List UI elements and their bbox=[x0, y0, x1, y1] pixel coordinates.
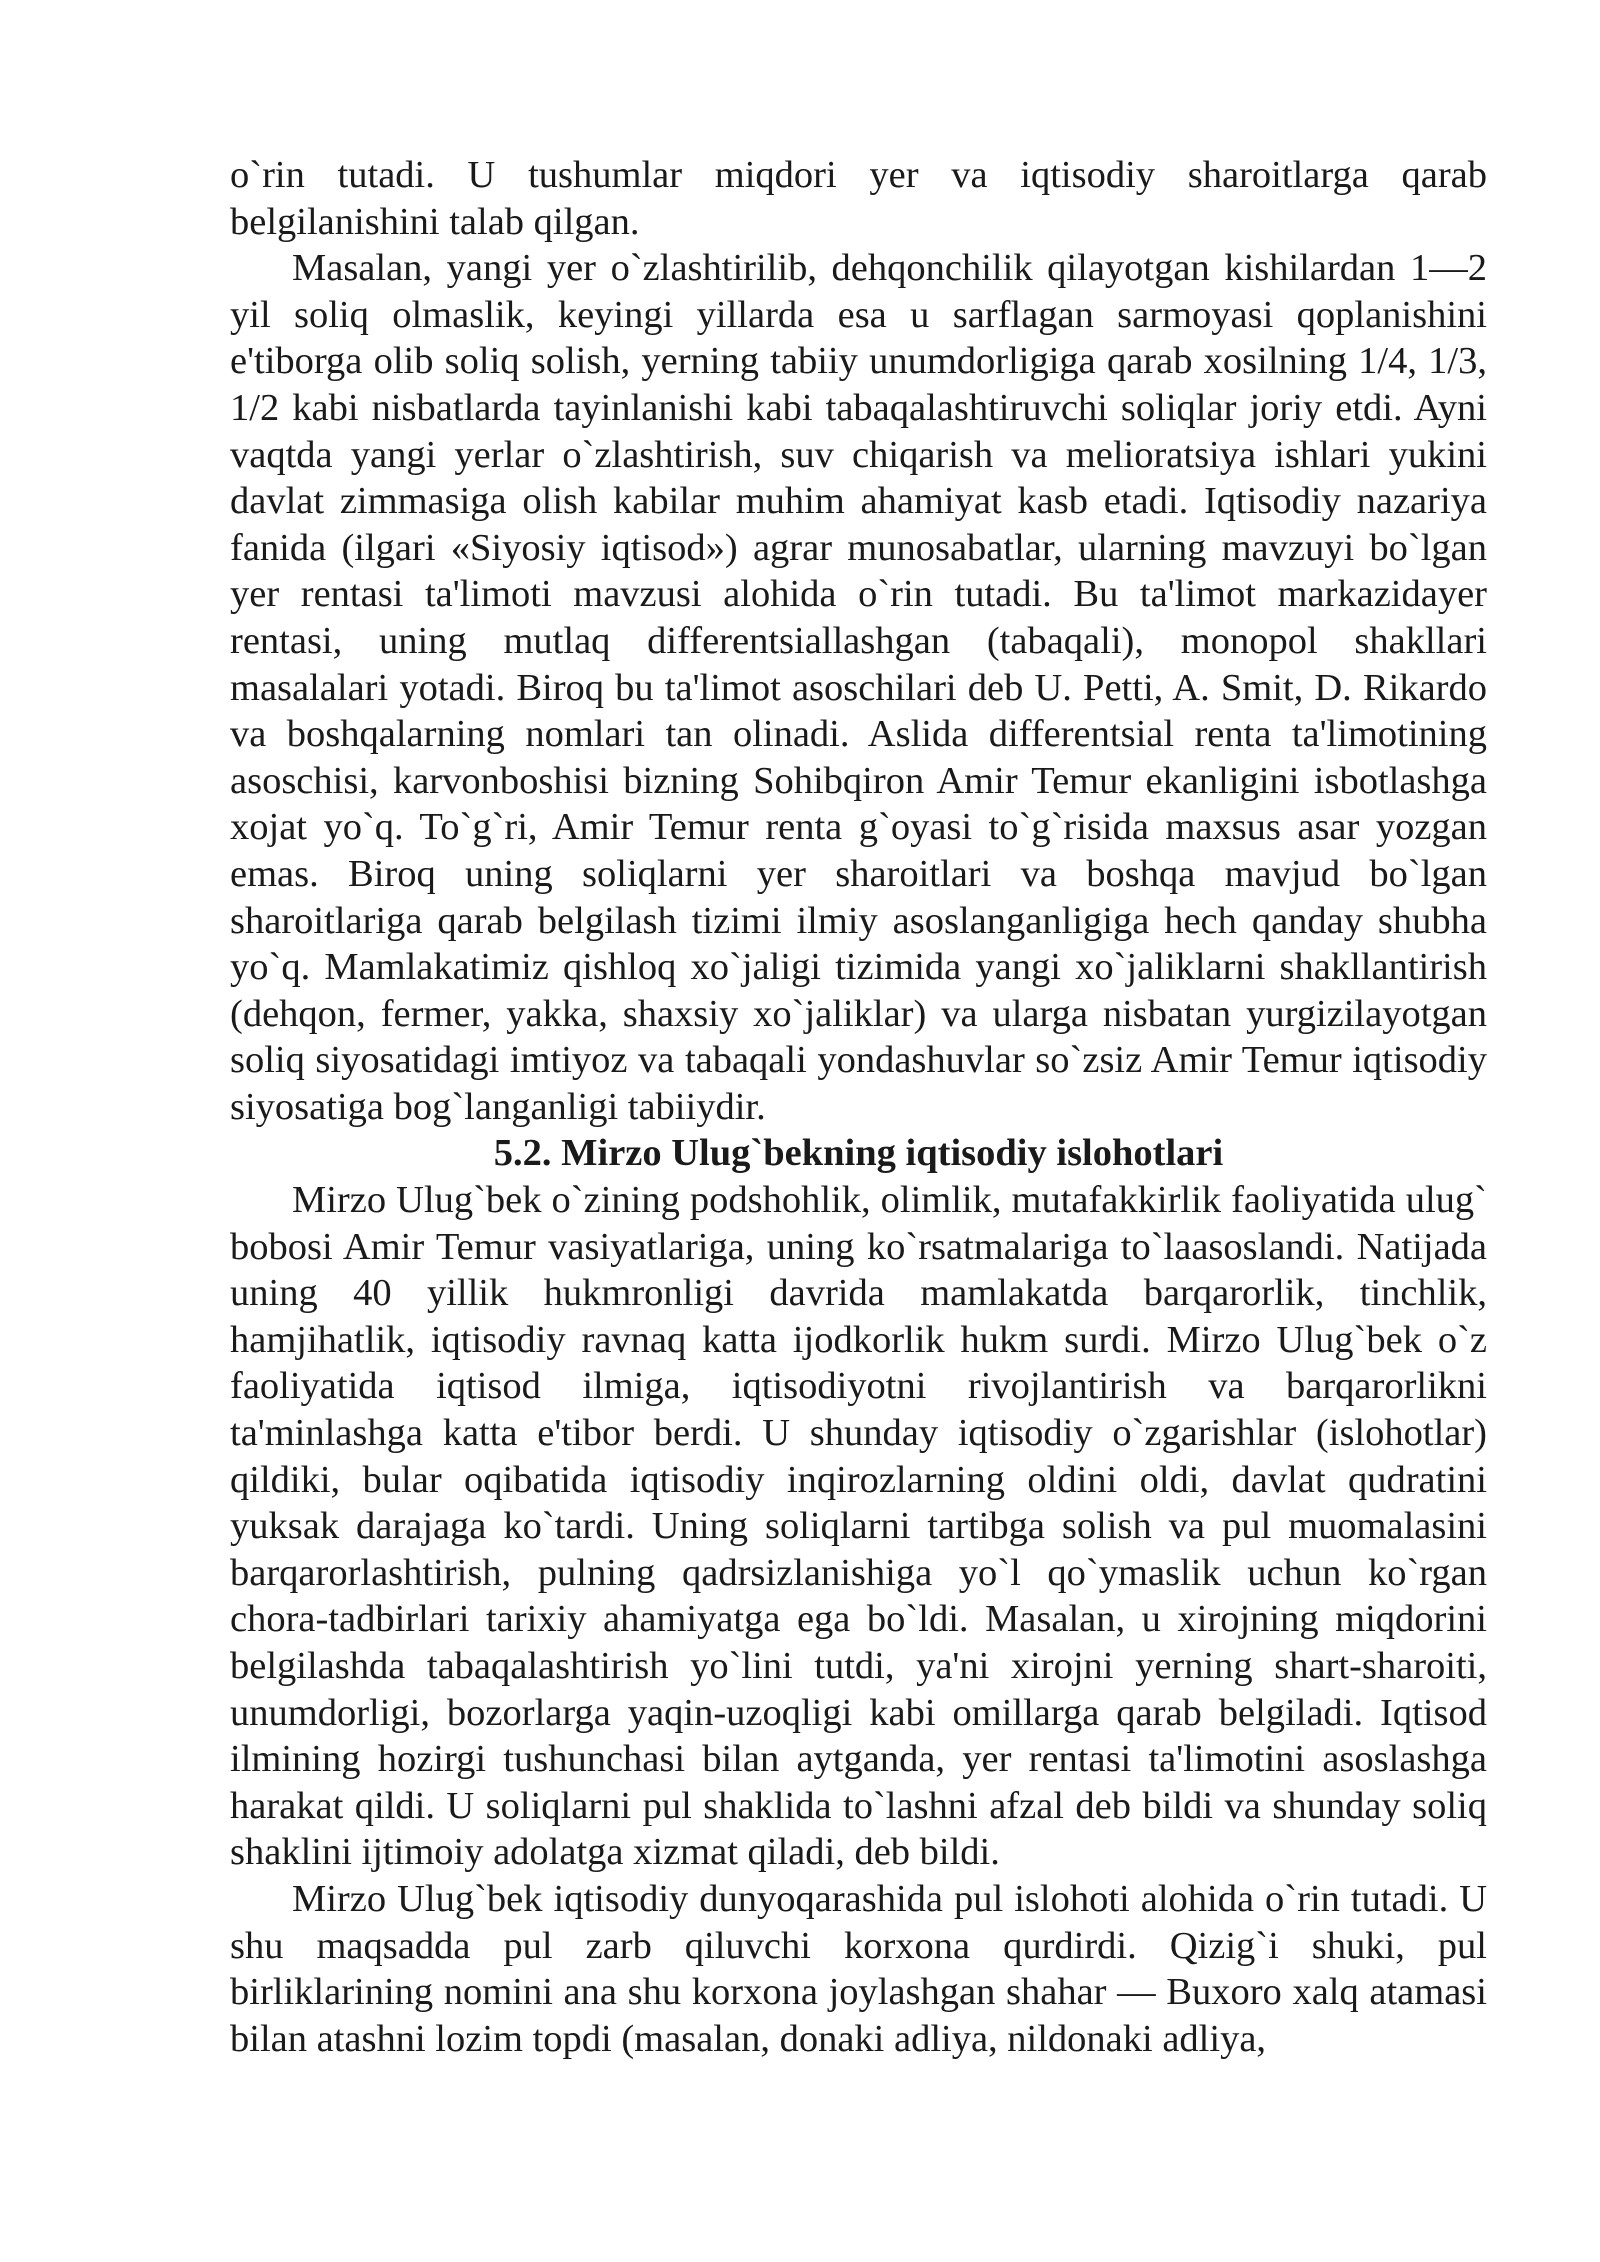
document-page bbox=[230, 152, 1487, 2062]
section-title: 5.2. Mirzo Ulug`bekning iqtisodiy islohotlari bbox=[493, 1132, 1224, 1175]
paragraph-ulugbek-reforms: Mirzo Ulug`bek o`zining podshohlik, olimlik, mutafakkirlik faoliyatida ulug` bobosi Amir Temur vasiyatlariga, uning ko`rsatmalariga to`laasoslandi. Natijada uning 40 yillik hukmronligi davrida mamlakatda barqarorlik, tinchlik, hamjihatlik, iqtisodiy ravnaq katta ijodkorlik hukm surdi. Mirzo Ulug`bek o`z faoliyatida iqtisod ilmiga, iqtisodiyotni rivojlantirish va barqarorlikni ta'minlashga katta e'tibor berdi. U shunday iqtisodiy o`zgarishlar (islohotlar) qildiki, bular oqibatida iqtisodiy inqirozlarning oldini oldi, davlat qudratini yuksak darajaga ko`tardi. Uning soliqlarni tartibga solish va pul muomalasini barqarorlashtirish, pulning qadrsizlanishiga yo`l qo`ymaslik uchun ko`rgan chora-tadbirlari tarixiy ahamiyatga ega bo`ldi. Masalan, u xirojning miqdorini belgilashda tabaqalashtirish yo`lini tutdi, ya'ni xirojni yerning shart-sharoiti, unumdorligi, bozorlarga yaqin-uzoqligi kabi omillarga qarab belgiladi. Iqtisod ilmining hozirgi tushunchasi bilan aytganda, yer rentasi ta'limotini asoslashga harakat qildi. U soliqlarni pul shaklida to`lashni afzal deb bildi va shunday soliq shaklini ijtimoiy adolatga xizmat qiladi, deb bildi. bbox=[230, 1179, 1487, 1874]
paragraph-money-reform: Mirzo Ulug`bek iqtisodiy dunyoqarashida pul islohoti alohida o`rin tutadi. U shu maqsadda pul zarb qiluvchi korxona qurdirdi. Qizig`i shuki, pul birliklarining nomini ana shu korxona joylashgan shahar — Buxoro xalq atamasi bilan atashni lozim topdi (masalan, donaki adliya, nildonaki adliya, bbox=[230, 1877, 1487, 2060]
paragraph-continuation: o`rin tutadi. U tushumlar miqdori yer va iqtisodiy sharoitlarga qarab belgilanishini talab qilgan. bbox=[230, 154, 1487, 243]
paragraph-amir-temur-taxes: Masalan, yangi yer o`zlashtirilib, dehqonchilik qilayotgan kishilardan 1—2 yil soliq olmaslik, keyingi yillarda esa u sarflagan sarmoyasi qoplanishini e'tiborga olib soliq solish, yerning tabiiy unumdorligiga qarab xosilning 1/4, 1/3, 1/2 kabi nisbatlarda tayinlanishi kabi tabaqalashtiruvchi soliqlar joriy etdi. Ayni vaqtda yangi yerlar o`zlashtirish, suv chiqarish va melioratsiya ishlari yukini davlat zimmasiga olish kabilar muhim ahamiyat kasb etadi. Iqtisodiy nazariya fanida (ilgari «Siyosiy iqtisod») agrar munosabatlar, ularning mavzuyi bo`lgan yer rentasi ta'limoti mavzusi alohida o`rin tutadi. Bu ta'limot markazidayer rentasi, uning mutlaq differentsiallashgan (tabaqali), monopol shakllari masalalari yotadi. Biroq bu ta'limot asoschilari deb U. Petti, A. Smit, D. Rikardo va boshqalarning nomlari tan olinadi. Aslida differentsial renta ta'limotining asoschisi, karvonboshisi bizning Sohibqiron Amir Temur ekanligini isbotlashga xojat yo`q. To`g`ri, Amir Temur renta g`oyasi to`g`risida maxsus asar yozgan emas. Biroq uning soliqlarni yer sharoitlari va boshqa mavjud bo`lgan sharoitlariga qarab belgilash tizimi ilmiy asoslanganligiga hech qanday shubha yo`q. Mamlakatimiz qishloq xo`jaligi tizimida yangi xo`jaliklarni shakllantirish (dehqon, fermer, yakka, shaxsiy xo`jaliklar) va ularga nisbatan yurgizilayotgan soliq siyosatidagi imtiyoz va tabaqali yondashuvlar so`zsiz Amir Temur iqtisodiy siyosatiga bog`langanligi tabiiydir. bbox=[230, 247, 1487, 1128]
